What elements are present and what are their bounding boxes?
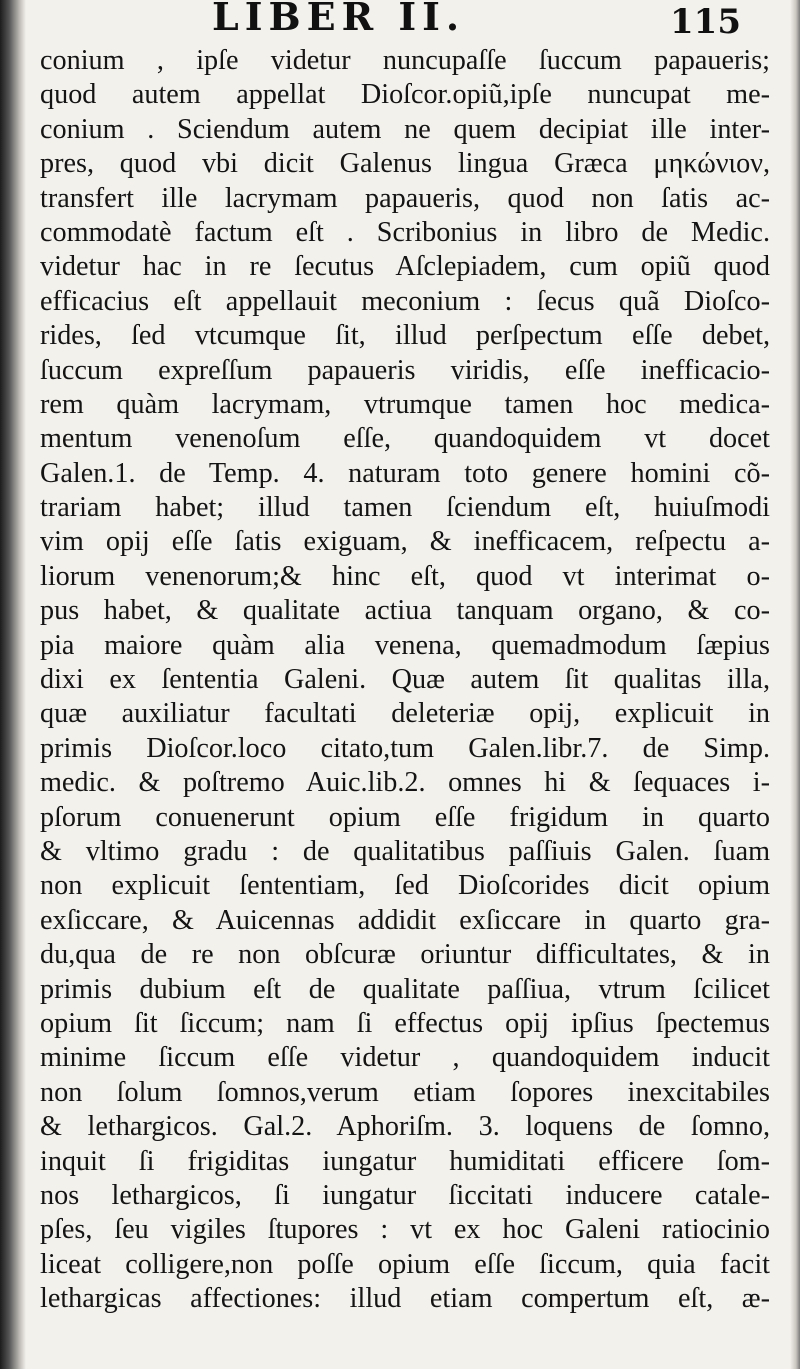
text-line: minime ſiccum eſſe videtur , quandoquidem inducit (40, 1042, 770, 1074)
text-line: non explicuit ſententiam, ſed Dioſcorides dicit opium (40, 870, 770, 902)
text-line: primis Dioſcor.loco citato,tum Galen.libr.7. de Simp. (40, 732, 770, 764)
text-line: quod autem appellat Dioſcor.opiũ,ipſe nuncupat me- (40, 79, 770, 111)
text-line: pus habet, & qualitate actiua tanquam organo, & co- (40, 595, 770, 627)
text-line: opium ſit ſiccum; nam ſi effectus opij ipſius ſpectemus (40, 1007, 770, 1039)
text-line: trariam habet; illud tamen ſciendum eſt, huiuſmodi (40, 492, 770, 524)
text-line: primis dubium eſt de qualitate paſſiua, vtrum ſcilicet (40, 973, 770, 1005)
text-line: transfert ille lacrymam papaueris, quod non ſatis ac- (40, 182, 770, 214)
text-line: dixi ex ſententia Galeni. Quæ autem ſit qualitas illa, (40, 664, 770, 696)
text-line: quæ auxiliatur facultati deleteriæ opij, explicuit in (40, 698, 770, 730)
text-line: medic. & poſtremo Auic.lib.2. omnes hi & ſequaces i- (40, 767, 770, 799)
page-header (0, 0, 800, 40)
text-line: du,qua de re non obſcuræ oriuntur difficultates, & in (40, 939, 770, 971)
text-line: commodatè factum eſt . Scribonius in libro de Medic. (40, 216, 770, 248)
text-line: pia maiore quàm alia venena, quemadmodum ſæpius (40, 629, 770, 661)
text-line: conium . Sciendum autem ne quem decipiat ille inter- (40, 113, 770, 145)
text-line: rem quàm lacrymam, vtrumque tamen hoc medica- (40, 388, 770, 420)
text-line: rides, ſed vtcumque ſit, illud perſpectum eſſe debet, (40, 320, 770, 352)
text-line: ſuccum expreſſum papaueris viridis, eſſe inefficacio- (40, 354, 770, 386)
text-line: non ſolum ſomnos,verum etiam ſopores inexcitabiles (40, 1076, 770, 1108)
text-line: pres, quod vbi dicit Galenus lingua Græca μηκώνιον, (40, 148, 770, 180)
text-line: liorum venenorum;& hinc eſt, quod vt interimat o- (40, 560, 770, 592)
body-text (40, 44, 770, 1316)
text-line: pſorum conuenerunt opium eſſe frigidum in quarto (40, 801, 770, 833)
running-head: LIBER II. (212, 0, 466, 39)
gutter-shadow (0, 0, 26, 1369)
text-line: Galen.1. de Temp. 4. naturam toto genere homini cõ- (40, 457, 770, 489)
text-line: & vltimo gradu : de qualitatibus paſſiuis Galen. ſuam (40, 835, 770, 867)
page-number: 115 (670, 2, 741, 42)
page-edge (790, 0, 800, 1369)
text-line: exſiccare, & Auicennas addidit exſiccare in quarto gra- (40, 904, 770, 936)
text-line: & lethargicos. Gal.2. Aphoriſm. 3. loquens de ſomno, (40, 1111, 770, 1143)
text-line: mentum venenoſum eſſe, quandoquidem vt docet (40, 423, 770, 455)
text-line: liceat colligere,non poſſe opium eſſe ſiccum, quia facit (40, 1248, 770, 1280)
text-line: vim opij eſſe ſatis exiguam, & inefficacem, reſpectu a- (40, 526, 770, 558)
text-line: videtur hac in re ſecutus Aſclepiadem, cum opiũ quod (40, 251, 770, 283)
text-line: lethargicas affectiones: illud etiam compertum eſt, æ- (40, 1283, 770, 1315)
text-line: conium , ipſe videtur nuncupaſſe ſuccum papaueris; (40, 45, 770, 76)
text-line: inquit ſi frigiditas iungatur humiditati efficere ſom- (40, 1145, 770, 1177)
text-line: pſes, ſeu vigiles ſtupores : vt ex hoc Galeni ratiocinio (40, 1214, 770, 1246)
text-line: efficacius eſt appellauit meconium : ſecus quã Dioſco- (40, 285, 770, 317)
text-line: nos lethargicos, ſi iungatur ſiccitati inducere catale- (40, 1179, 770, 1211)
